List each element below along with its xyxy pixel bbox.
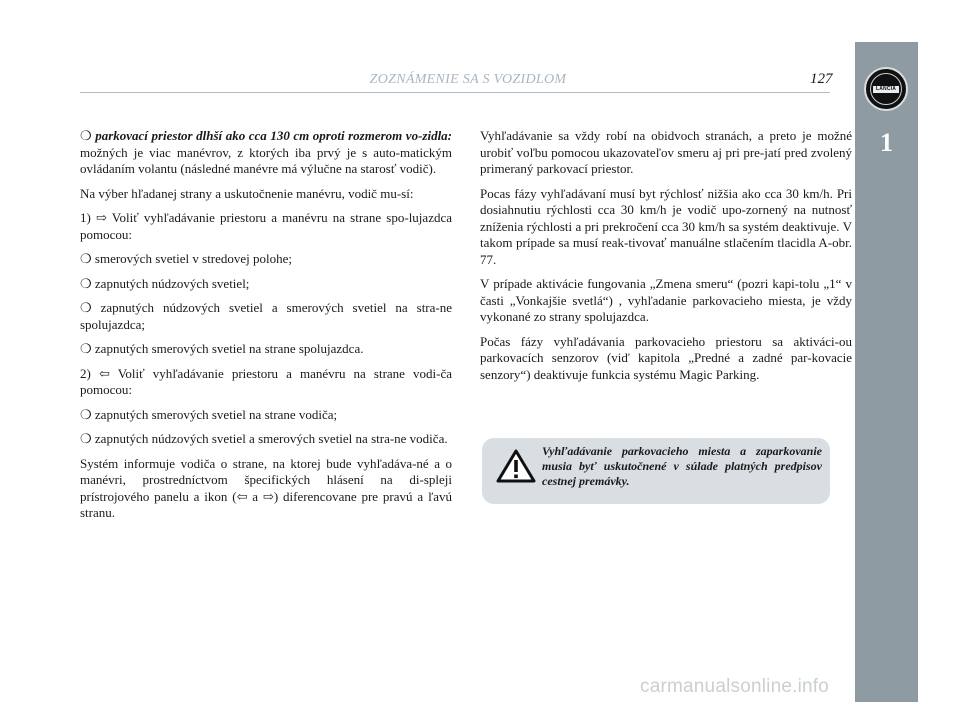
step-number: 1)	[80, 210, 91, 225]
list-item	[80, 300, 452, 333]
list-item	[80, 251, 452, 268]
list-item	[80, 341, 452, 358]
step-number: 2)	[80, 365, 91, 381]
chapter-number: 1	[880, 128, 893, 157]
paragraph	[80, 210, 452, 243]
arrow-left-icon: ⇦	[98, 365, 110, 381]
text: a	[247, 488, 263, 504]
list-item	[80, 407, 452, 424]
text: Voliť vyhľadávanie priestoru a manévru na strane vodi-ča pomocou:	[80, 365, 453, 397]
brand-logo	[864, 67, 908, 111]
bullet-icon: ❍	[80, 406, 92, 422]
header-rule	[80, 92, 830, 93]
warning-triangle-icon	[496, 448, 536, 484]
paragraph	[80, 366, 452, 399]
logo-ring	[870, 73, 902, 105]
text: zapnutých smerových svetiel na strane vodiča;	[94, 406, 338, 422]
text: Voliť vyhľadávanie priestoru a manévru na strane spo-lujazdca pomocou:	[80, 210, 452, 242]
text: zapnutých smerových svetiel na strane spolujazdca.	[94, 341, 364, 356]
bullet-icon: ❍	[80, 251, 92, 266]
paragraph: Vyhľadávanie sa vždy robí na obidvoch stranách, a preto je možné urobiť voľbu pomocou ukazovateľov smeru aj pri pre-jatí pred zvolený primeraný parkovací priestor.	[480, 128, 852, 176]
text: Systém informuje vodiča o strane, na ktorej bude vyhľadáva-né a o manévri, prostredníctvom špecifických hlásení na di-spleji prístrojového panelu a ikon (	[80, 455, 452, 504]
bullet-icon: ❍	[80, 431, 92, 446]
logo-text: LANCIA	[875, 86, 897, 92]
paragraph: Počas fázy vyhľadávania parkovacieho priestoru sa aktiváci-ou parkovacích senzorov (viď kapitola „Predné a zadné par-kovacie senzory“) deaktivuje funkcia systému Magic Parking.	[480, 333, 852, 382]
arrow-right-icon: ⇨	[262, 488, 274, 504]
right-column	[480, 128, 852, 391]
bullet-icon: ❍	[80, 128, 92, 143]
page-number: 127	[810, 71, 833, 87]
arrow-right-icon: ⇨	[95, 210, 107, 225]
text: zapnutých núdzových svetiel a smerových svetiel na stra-ne spolujazdca;	[80, 300, 453, 332]
header-title: ZOZNÁMENIE SA S VOZIDLOM	[369, 72, 567, 87]
arrow-left-icon: ⇦	[236, 488, 248, 504]
text: ) diferencovane pre pravú a ľavú stranu.	[80, 488, 453, 520]
warning-text: Vyhľadávanie parkovacieho miesta a zaparkovanie musia byť uskutočnené v súlade platných predpisov cestnej premávky.	[542, 444, 822, 488]
paragraph: Pocas fázy vyhľadávaní musí byt rýchlosť nižšia ako cca 30 km/h. Pri dosiahnutiu rýchlosti cca 30 km/h je vodič upo-zornený na nutnosť zníženia rýchlosti a pri prekročení cca 30 km/h sa systém deaktivuje. V takom prípade sa musí reak-tivovať manuálne stlačením tlacidla A-obr. 77.	[480, 185, 852, 267]
bullet-icon: ❍	[80, 275, 92, 291]
text: smerových svetiel v stredovej polohe;	[94, 251, 293, 266]
paragraph	[80, 456, 452, 522]
list-item	[80, 276, 452, 293]
left-column	[80, 128, 452, 530]
list-item	[80, 431, 452, 448]
text: možných je viac manévrov, z ktorých iba prvý je s auto-matickým ovládaním volantu (následné manévre má výlučne na starosť vodič).	[80, 144, 452, 176]
text: zapnutých núdzových svetiel a smerových svetiel na stra-ne vodiča.	[94, 431, 448, 446]
emphasis-text: parkovací priestor dlhší ako cca 130 cm oproti rozmerom vo-zidla:	[95, 128, 453, 143]
bullet-icon: ❍	[80, 300, 92, 315]
paragraph: V prípade aktivácie fungovania „Zmena smeru“ (pozri kapi-tolu „1“ v časti „Vonkajšie svetlá“) , vyhľadanie parkovacieho miesta, je vždy vykonané zo strany spolujazdca.	[480, 276, 852, 324]
text: zapnutých núdzových svetiel;	[94, 275, 250, 291]
paragraph	[80, 128, 452, 178]
bullet-icon: ❍	[80, 341, 92, 356]
warning-box	[482, 438, 830, 504]
paragraph: Na výber hľadanej strany a uskutočnenie manévru, vodič mu-sí:	[80, 185, 414, 201]
watermark: carmanualsonline.info	[640, 676, 830, 697]
